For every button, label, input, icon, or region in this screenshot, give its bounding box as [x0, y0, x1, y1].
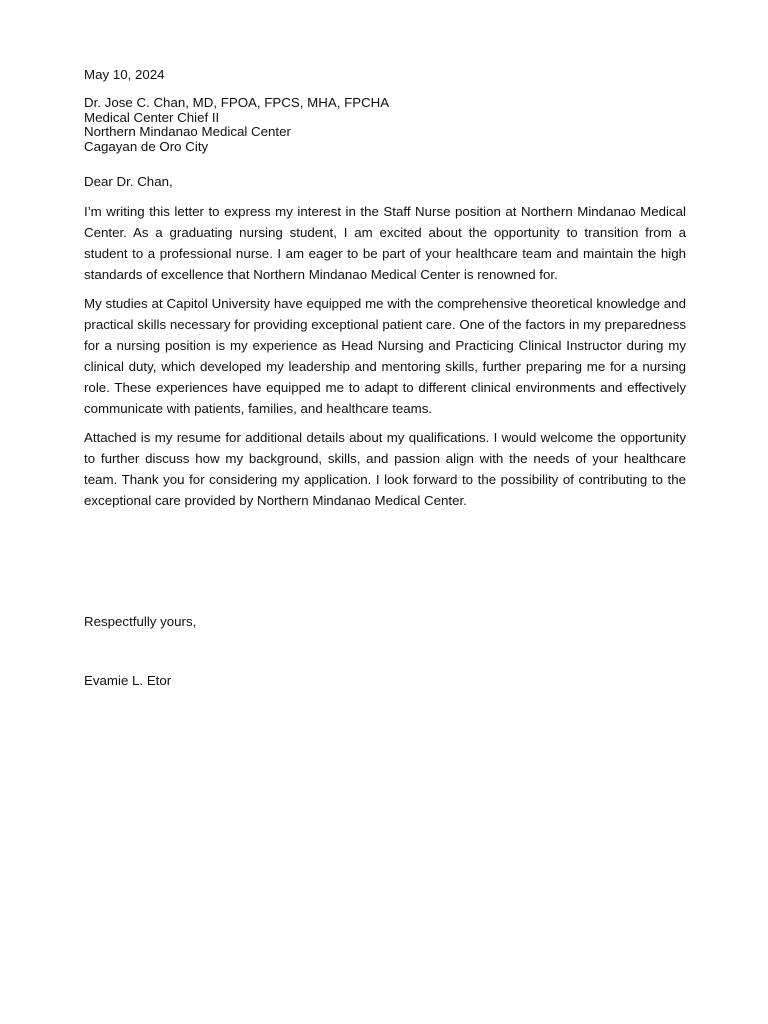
salutation: Dear Dr. Chan,: [84, 174, 173, 189]
recipient-name: Dr. Jose C. Chan, MD, FPOA, FPCS, MHA, FPCHA: [84, 95, 390, 110]
body-paragraph-intro: I’m writing this letter to express my interest in the Staff Nurse position at Northern Mindanao Medical Center. As a graduating nursing student, I am excited about the opportunity to transition from a student to a professional nurse. I am eager to be part of your healthcare team and maintain the high standards of excellence that Northern Mindanao Medical Center is renowned for.: [84, 204, 686, 282]
recipient-address-block: [84, 96, 389, 154]
signature-name: Evamie L. Etor: [84, 673, 172, 688]
complimentary-close: Respectfully yours,: [84, 614, 197, 629]
recipient-title: Medical Center Chief II: [84, 109, 220, 125]
recipient-city: Cagayan de Oro City: [84, 138, 209, 154]
letter-date: May 10, 2024: [84, 67, 165, 82]
letter-body: [84, 201, 686, 519]
recipient-organization: Northern Mindanao Medical Center: [84, 124, 291, 139]
body-paragraph-closing: Attached is my resume for additional details about my qualifications. I would welcome the opportunity to further discuss how my background, skills, and passion align with the needs of your healthcare team. Thank you for considering my application. I look forward to the possibility of contributing to the exceptional care provided by Northern Mindanao Medical Center.: [84, 430, 686, 508]
body-paragraph-qualifications: My studies at Capitol University have equipped me with the comprehensive theoretical knowledge and practical skills necessary for providing exceptional patient care. One of the factors in my preparedness for a nursing position is my experience as Head Nursing and Practicing Clinical Instructor during my clinical duty, which developed my leadership and mentoring skills, further preparing me for a nursing role. These experiences have equipped me to adapt to different clinical environments and effectively communicate with patients, families, and healthcare teams.: [84, 296, 686, 416]
